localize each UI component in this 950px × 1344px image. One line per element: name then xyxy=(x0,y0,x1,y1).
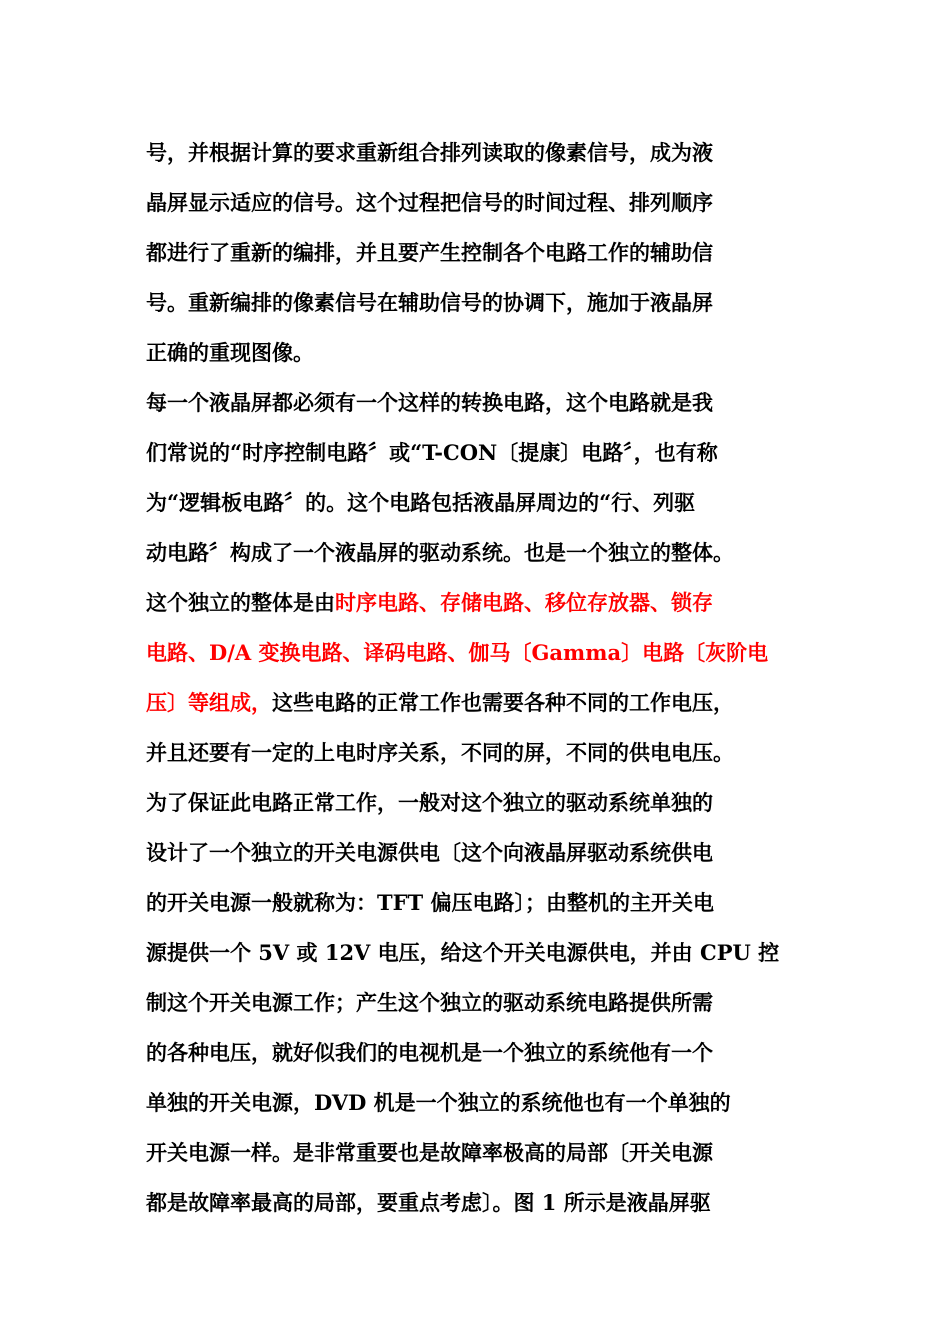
body-text xyxy=(146,128,806,1228)
text-line xyxy=(146,1028,806,1078)
text-line xyxy=(146,878,806,928)
text-line xyxy=(146,828,806,878)
text-segment: 们常说的“时序控制电路〞或“T-CON〔提康〕电路〞，也有称 xyxy=(146,440,718,465)
text-segment: 的开关电源一般就称为：TFT 偏压电路〕；由整机的主开关电 xyxy=(146,890,714,915)
text-segment: 的各种电压，就好似我们的电视机是一个独立的系统他有一个 xyxy=(146,1040,713,1065)
text-line xyxy=(146,678,806,728)
text-line xyxy=(146,478,806,528)
text-segment: 制这个开关电源工作；产生这个独立的驱动系统电路提供所需 xyxy=(146,990,713,1015)
text-segment: 单独的开关电源，DVD 机是一个独立的系统他也有一个单独的 xyxy=(146,1090,731,1115)
text-line xyxy=(146,178,806,228)
text-segment: 号，并根据计算的要求重新组合排列读取的像素信号，成为液 xyxy=(146,140,713,165)
text-line xyxy=(146,428,806,478)
text-segment: 为“逻辑板电路〞的。这个电路包括液晶屏周边的“行、列驱 xyxy=(146,490,696,515)
text-segment: 开关电源一样。是非常重要也是故障率极高的局部〔开关电源 xyxy=(146,1140,713,1165)
text-line xyxy=(146,1078,806,1128)
text-segment: 动电路〞构成了一个液晶屏的驱动系统。也是一个独立的整体。 xyxy=(146,540,734,565)
text-line xyxy=(146,378,806,428)
text-segment: 设计了一个独立的开关电源供电〔这个向液晶屏驱动系统供电 xyxy=(146,840,713,865)
text-segment: 每一个液晶屏都必须有一个这样的转换电路，这个电路就是我 xyxy=(146,390,713,415)
text-line xyxy=(146,228,806,278)
text-segment: 这些电路的正常工作也需要各种不同的工作电压， xyxy=(272,690,734,715)
text-line xyxy=(146,278,806,328)
text-segment: 正确的重现图像。 xyxy=(146,340,314,365)
text-segment: 为了保证此电路正常工作，一般对这个独立的驱动系统单独的 xyxy=(146,790,713,815)
highlighted-text: 压〕等组成， xyxy=(146,690,272,715)
text-segment: 晶屏显示适应的信号。这个过程把信号的时间过程、排列顺序 xyxy=(146,190,713,215)
text-segment: 这个独立的整体是由 xyxy=(146,590,335,615)
highlighted-text: 电路、D/A 变换电路、译码电路、伽马〔Gamma〕电路〔灰阶电 xyxy=(146,640,769,665)
text-line xyxy=(146,1178,806,1228)
text-line xyxy=(146,628,806,678)
text-line xyxy=(146,578,806,628)
highlighted-text: 时序电路、存储电路、移位存放器、锁存 xyxy=(335,590,713,615)
text-line xyxy=(146,1128,806,1178)
text-line xyxy=(146,978,806,1028)
text-line xyxy=(146,128,806,178)
text-line xyxy=(146,528,806,578)
text-line xyxy=(146,328,806,378)
text-segment: 都进行了重新的编排，并且要产生控制各个电路工作的辅助信 xyxy=(146,240,713,265)
text-line xyxy=(146,778,806,828)
text-segment: 都是故障率最高的局部，要重点考虑〕。图 1 所示是液晶屏驱 xyxy=(146,1190,711,1215)
text-segment: 号。重新编排的像素信号在辅助信号的协调下，施加于液晶屏 xyxy=(146,290,713,315)
text-line xyxy=(146,928,806,978)
text-segment: 源提供一个 5V 或 12V 电压，给这个开关电源供电，并由 CPU 控 xyxy=(146,940,780,965)
text-line xyxy=(146,728,806,778)
text-segment: 并且还要有一定的上电时序关系，不同的屏，不同的供电电压。 xyxy=(146,740,734,765)
